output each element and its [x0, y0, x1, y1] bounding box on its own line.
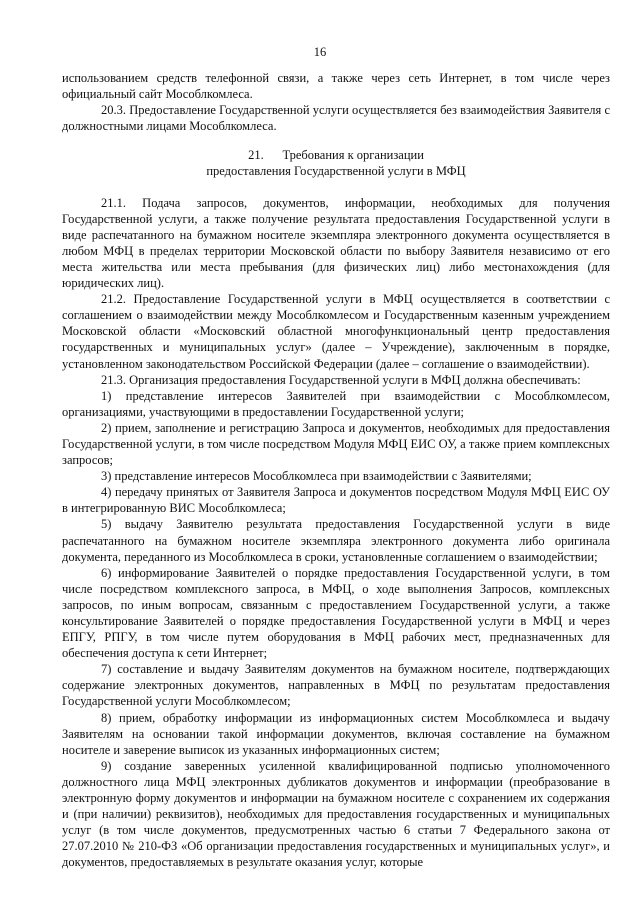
page-number: 16	[313, 45, 327, 59]
list-item-6: 6) информирование Заявителей о порядке предоставления Государственной услуги, в том числе посредством комплексного запроса, в МФЦ, о ходе выполнения Запросов, комплексных запросов, по иным вопросам, связанным с предоставлением Государственной услуги, а также консультирование Заявителей о порядке предоставления Государственной услуги в МФЦ и через ЕПГУ, РПГУ, в том числе путем оборудования в МФЦ рабочих мест, предназначенных для обеспечения доступа к сети Интернет;	[62, 565, 610, 661]
paragraph-21-1: 21.1. Подача запросов, документов, информации, необходимых для получения Государственной услуги, а также получение результата предоставления Государственной услуги в виде распечатанного на бумажном носителе экземпляра электронного документа осуществляется в любом МФЦ в пределах территории Московской области по выбору Заявителя независимо от его места жительства или места пребывания (для физических лиц) либо местонахождения (для юридических лиц).	[62, 195, 610, 291]
list-item-2: 2) прием, заполнение и регистрацию Запроса и документов, необходимых для предоставления Государственной услуги, в том числе посредством Модуля МФЦ ЕИС ОУ, а также прием комплексных запросов;	[62, 420, 610, 468]
list-item-5: 5) выдачу Заявителю результата предоставления Государственной услуги в виде распечатанного на бумажном носителе экземпляра электронного документа либо оригинала документа, переданного из Мособлкомлеса в сроки, установленные соглашением о взаимодействии;	[62, 517, 610, 564]
section-heading	[62, 147, 610, 179]
list-item-1: 1) представление интересов Заявителей при взаимодействии с Мособлкомлесом, организациями, участвующими в предоставлении Государственной услуги;	[62, 388, 610, 419]
list-item-8: 8) прием, обработку информации из информационных систем Мособлкомлеса и выдачу Заявителям на основании такой информации документов, включая составление на бумажном носителе и заверение выписок из указанных информационных систем;	[62, 710, 610, 757]
paragraph-21-2: 21.2. Предоставление Государственной услуги в МФЦ осуществляется в соответствии с соглашением о взаимодействии между Мособлкомлесом и Государственным казенным учреждением Московской области «Московский областной многофункциональный центр предоставления государственных и муниципальных услуг» (далее – Учреждение), заключенным в порядке, установленном законодательством Российской Федерации (далее – соглашение о взаимодействии).	[62, 292, 610, 371]
paragraph-21-3: 21.3. Организация предоставления Государственной услуги в МФЦ должна обеспечивать:	[101, 372, 581, 387]
list-item-4: 4) передачу принятых от Заявителя Запроса и документов посредством Модуля МФЦ ЕИС ОУ в интегрированную ВИС Мособлкомлеса;	[62, 485, 610, 516]
list-item-9: 9) создание заверенных усиленной квалифицированной подписью уполномоченного должностного лица МФЦ электронных дубликатов документов и информации (преобразование в электронную форму документов и информации на бумажном носителе с сохранением их содержания и (при наличии) реквизитов), необходимых для предоставления государственных и муниципальных услуг (в том числе документов, предусмотренных частью 6 статьи 7 Федерального закона от 27.07.2010 № 210-ФЗ «Об организации предоставления государственных и муниципальных услуг», и документов, предоставляемых в результате оказания услуг, которые	[62, 758, 610, 870]
list-item-3: 3) представление интересов Мособлкомлеса при взаимодействии с Заявителями;	[101, 469, 532, 484]
list-item-7: 7) составление и выдачу Заявителям документов на бумажном носителе, подтверждающих содержание электронных документов, направленных в МФЦ по результатам предоставления Государственной услуги Мособлкомлесом;	[62, 662, 610, 709]
section-heading-line2: предоставления Государственной услуги в МФЦ	[206, 164, 466, 179]
document-body	[62, 70, 610, 871]
section-heading-line1: 21. Требования к организации	[248, 148, 424, 163]
paragraph: использованием средств телефонной связи, а также через сеть Интернет, в том числе через официальный сайт Мособлкомлеса.	[62, 71, 610, 102]
paragraph-20-3: 20.3. Предоставление Государственной услуги осуществляется без взаимодействия Заявителя с должностными лицами Мособлкомлеса.	[62, 103, 610, 134]
